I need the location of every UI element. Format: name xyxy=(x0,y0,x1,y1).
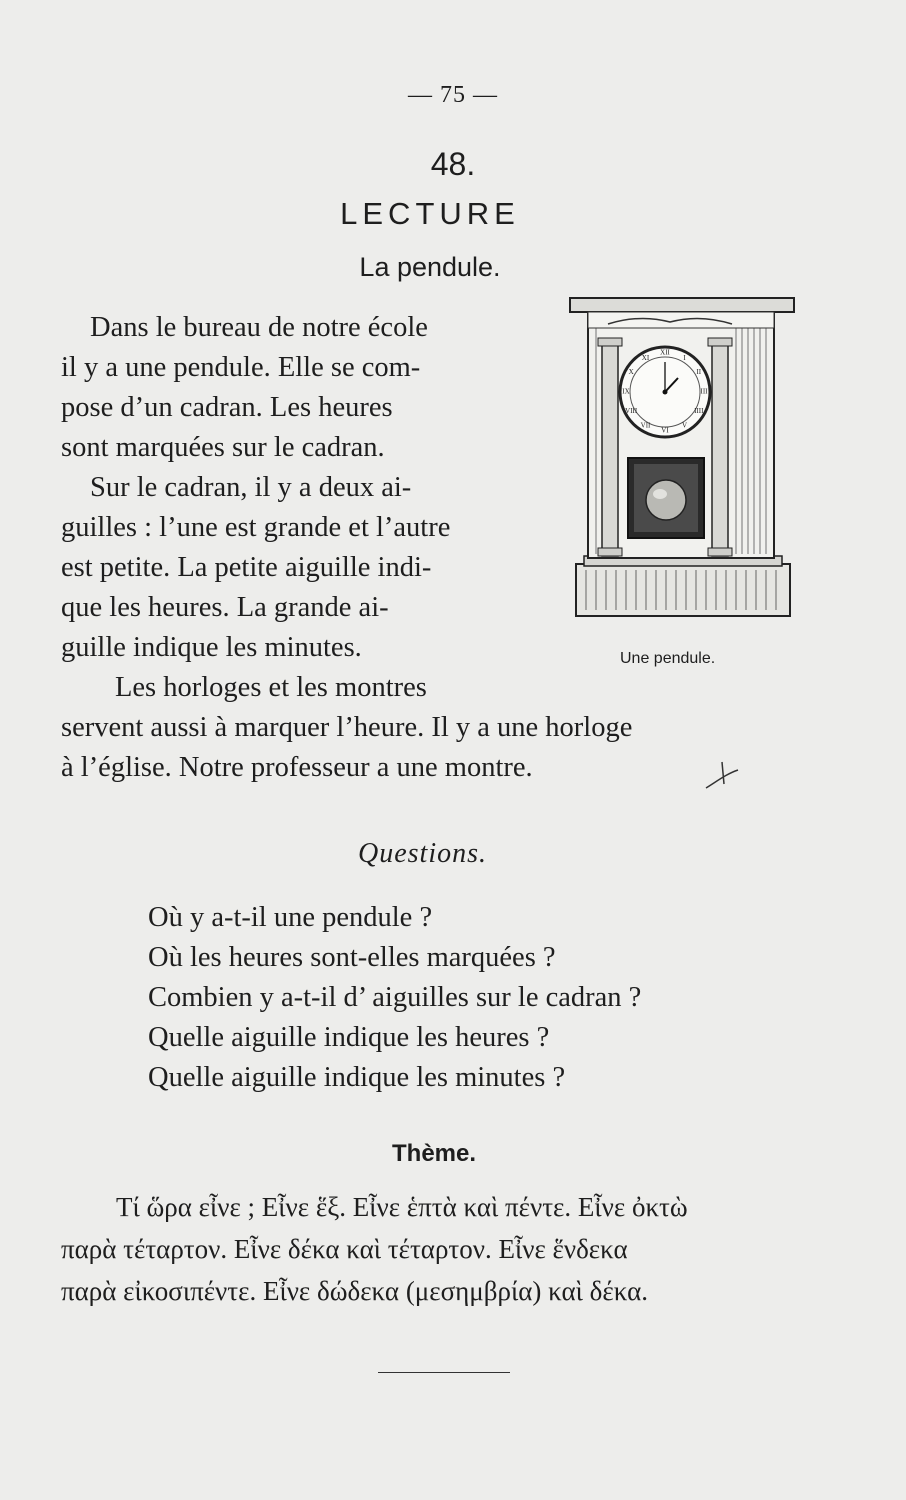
clock-numeral: VIII xyxy=(625,407,638,416)
clock-numeral: V xyxy=(681,421,688,430)
question-item: Où y a-t-il une pendule ? xyxy=(148,902,433,933)
reading-line: sont marquées sur le cadran. xyxy=(61,432,385,463)
question-item: Quelle aiguille indique les minutes ? xyxy=(148,1062,566,1093)
page-number: — 75 — xyxy=(408,82,498,108)
reading-line: Dans le bureau de notre école xyxy=(90,312,428,343)
pencil-mark-icon xyxy=(702,758,742,794)
clock-numeral: VII xyxy=(640,421,651,430)
question-item: Quelle aiguille indique les heures ? xyxy=(148,1022,550,1053)
clock-numeral: XI xyxy=(641,353,650,362)
pendulum-clock-illustration xyxy=(560,292,800,632)
reading-line: pose d’un cadran. Les heures xyxy=(61,392,393,423)
question-item: Combien y a-t-il d’ aiguilles sur le cadran ? xyxy=(148,982,642,1013)
clock-numeral: X xyxy=(628,368,634,377)
clock-numeral: II xyxy=(696,368,702,377)
reading-line: Les horloges et les montres xyxy=(115,672,427,703)
reading-line: guilles : l’une est grande et l’autre xyxy=(61,512,451,543)
questions-heading: Questions. xyxy=(358,838,487,869)
reading-line: est petite. La petite aiguille indi- xyxy=(61,552,432,583)
reading-title: La pendule. xyxy=(359,252,501,282)
reading-line: Sur le cadran, il y a deux ai- xyxy=(90,472,412,503)
reading-line: guille indique les minutes. xyxy=(61,632,362,663)
reading-line: à l’église. Notre professeur a une montre. xyxy=(61,752,533,783)
reading-line: servent aussi à marquer l’heure. Il y a une horloge xyxy=(61,712,633,743)
clock-numeral: VI xyxy=(661,426,669,435)
clock-numeral: IX xyxy=(622,387,630,396)
clock-numeral: III xyxy=(700,387,708,396)
question-item: Où les heures sont-elles marquées ? xyxy=(148,942,556,973)
end-rule xyxy=(378,1372,510,1373)
section-title: LECTURE xyxy=(340,196,520,231)
clock-numeral: IIII xyxy=(694,407,704,416)
theme-line: παρὰ εἰκοσιπέντε. Εἶνε δώδεκα (μεσημβρία) καὶ δέκα. xyxy=(61,1276,648,1306)
figure-caption: Une pendule. xyxy=(620,650,716,667)
theme-line: Τί ὥρα εἶνε ; Εἶνε ἕξ. Εἶνε ἑπτὰ καὶ πέντε. Εἶνε ὀκτὼ xyxy=(116,1192,688,1222)
clock-numeral: I xyxy=(683,353,686,362)
theme-heading: Thème. xyxy=(392,1140,477,1167)
reading-line: que les heures. La grande ai- xyxy=(61,592,389,623)
theme-line: παρὰ τέταρτον. Εἶνε δέκα καὶ τέταρτον. Εἶνε ἕνδεκα xyxy=(61,1234,628,1264)
lesson-number: 48. xyxy=(430,146,476,182)
reading-line: il y a une pendule. Elle se com- xyxy=(61,352,421,383)
clock-numeral: XII xyxy=(660,348,670,357)
